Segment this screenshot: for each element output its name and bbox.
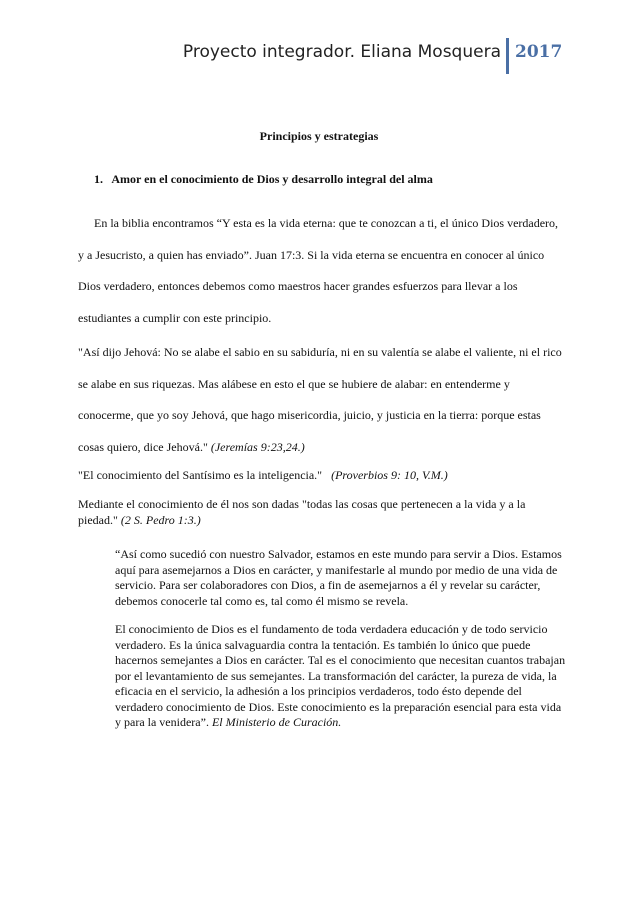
pedro-quote: Mediante el conocimiento de él nos son dadas "todas las cosas que pertenecen a la vida y a la piedad." [78, 497, 526, 527]
block-quote-2-text: El conocimiento de Dios es el fundamento de toda verdadera educación y de todo servicio verdadero. Es la única salvaguardia contra la tentación. Es también lo único que puede hacernos semejantes a Dios en carácter. Tal es el conocimiento que necesitan cuantos trabajan por el levantamiento de sus semejantes. La transformación del carácter, la pureza de vida, la eficacia en el servicio, la adhesión a los principios verdaderos, todo ésto depende del verdadero conocimiento de Dios. Este conocimiento es la preparación esencial para esta vida y para la venidera”. [115, 622, 566, 729]
jeremias-quote: "Así dijo Jehová: No se alabe el sabio en su sabiduría, ni en su valentía se alabe el valiente, ni el rico se alabe en sus riquezas. Mas alábese en esto el que se hubiere de alabar: en entenderme y conocerme, que yo soy Jehová, que hago misericordia, juicio, y justicia en la tierra: porque estas cosas quiero, dice Jehová." [78, 345, 562, 454]
intro-paragraph: En la biblia encontramos “Y esta es la vida eterna: que te conozcan a ti, el único Dios verdadero, y a Jesucristo, a quien has enviado”. Juan 17:3. Si la vida eterna se encuentra en conocer al único Dios verdadero, entonces debemos como maestros hacer grandes esfuerzos para llevar a los estudiantes a cumplir con este principio. [78, 216, 559, 325]
header-year: 2017 [515, 42, 563, 62]
jeremias-paragraph [78, 337, 566, 463]
section-number: 1. [94, 172, 103, 186]
block-quote-2 [115, 622, 567, 731]
block-quote-2-reference: El Ministerio de Curación. [211, 715, 342, 729]
section-heading: Principios y estrategias [259, 129, 379, 143]
proverbios-quote: "El conocimiento del Santísimo es la inteligencia." [78, 468, 323, 482]
pedro-reference: (2 S. Pedro 1:3.) [120, 513, 201, 527]
block-quote-1: “Así como sucedió con nuestro Salvador, estamos en este mundo para servir a Dios. Estamos aquí para asemejarnos a Dios en carácter, y manifestarle al mundo por medio de una vida de servicio. Para ser colaboradores con Dios, a fin de asemejarnos a él y revelar su carácter, debemos conocerle tal como es, tal como él mismo se revela. [115, 547, 562, 608]
header-title: Proyecto integrador. Eliana Mosquera [182, 42, 501, 62]
pedro-paragraph [78, 496, 566, 528]
proverbios-paragraph [78, 467, 566, 483]
header-divider [506, 38, 509, 74]
numbered-section-title [94, 172, 433, 187]
proverbios-reference: (Proverbios 9: 10, V.M.) [331, 468, 448, 482]
section-title-text: Amor en el conocimiento de Dios y desarrollo integral del alma [111, 172, 433, 186]
page-header [0, 38, 638, 78]
jeremias-reference: (Jeremías 9:23,24.) [210, 439, 305, 454]
